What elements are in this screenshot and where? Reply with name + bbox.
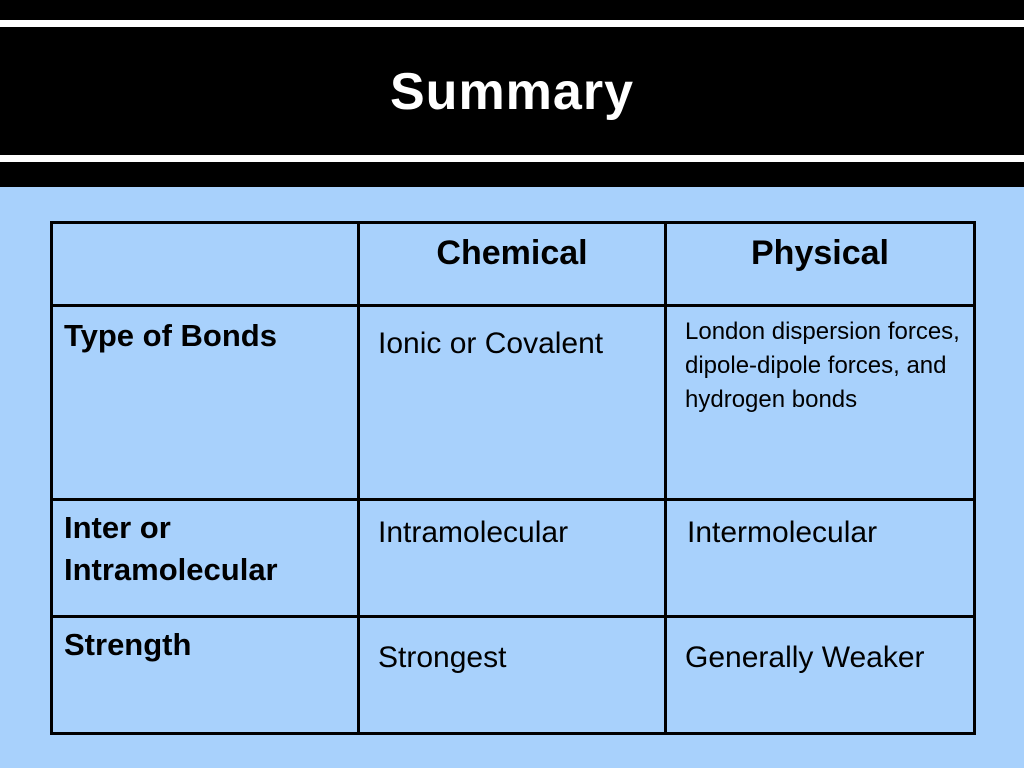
- cell-text: London dispersion forces, dipole-dipole forces, and hydrogen bonds: [685, 318, 960, 413]
- header-bottom-rule: [0, 155, 1024, 162]
- cell-chemical-inter-or-intramolecular: [359, 500, 666, 617]
- row-label-inter-or-intramolecular: Inter or Intramolecular: [52, 500, 359, 617]
- cell-text: Intermolecular: [687, 516, 878, 549]
- header-physical: Physical: [666, 223, 975, 306]
- cell-chemical-type-of-bonds: [359, 306, 666, 500]
- slide-content: [0, 187, 1024, 768]
- table-row-type-of-bonds: [52, 306, 975, 500]
- header-top-rule: [0, 20, 1024, 27]
- cell-physical-strength: [666, 617, 975, 734]
- row-label-type-of-bonds: Type of Bonds: [52, 306, 359, 500]
- cell-text: Ionic or Covalent: [378, 327, 604, 360]
- header-chemical: Chemical: [359, 223, 666, 306]
- cell-physical-inter-or-intramolecular: [666, 500, 975, 617]
- cell-text: Intramolecular: [378, 516, 569, 549]
- cell-text: Generally Weaker: [685, 641, 925, 674]
- table-header-row: [52, 223, 975, 306]
- row-label-strength: Strength: [52, 617, 359, 734]
- cell-text: Strongest: [378, 641, 507, 674]
- table-row-strength: [52, 617, 975, 734]
- summary-table: [50, 221, 976, 735]
- table-row-inter-or-intramolecular: [52, 500, 975, 617]
- cell-chemical-strength: [359, 617, 666, 734]
- table-corner-cell: [52, 223, 359, 306]
- slide-title: Summary: [390, 62, 634, 121]
- cell-physical-type-of-bonds: [666, 306, 975, 500]
